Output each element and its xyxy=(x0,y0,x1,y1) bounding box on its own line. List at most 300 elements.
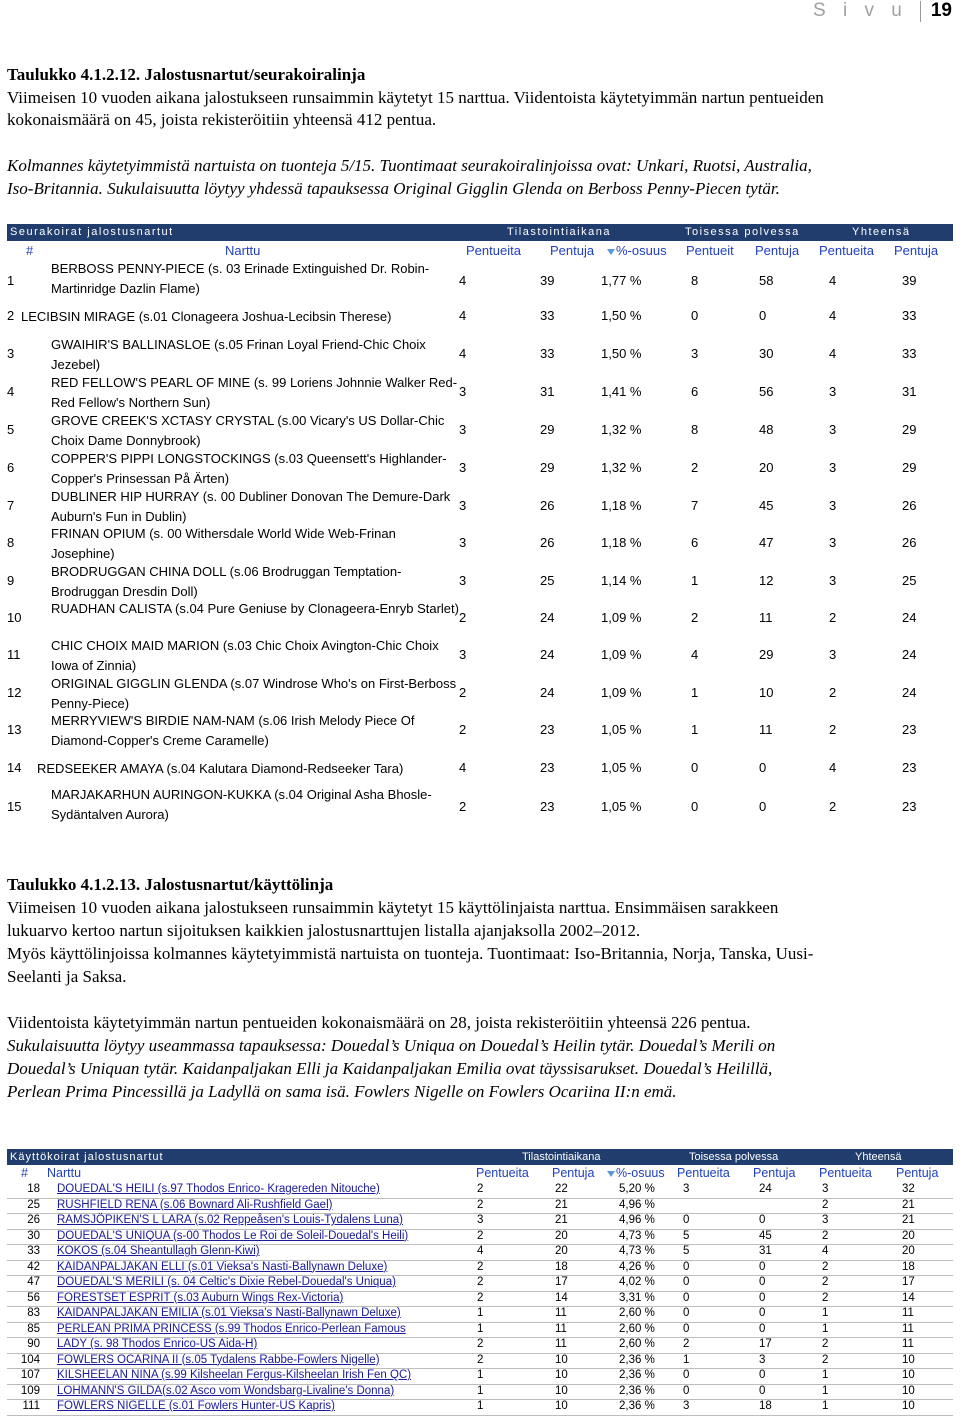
cell-tp: 20 xyxy=(902,1229,915,1242)
cell-l2: 5 xyxy=(683,1229,690,1242)
row-rank: 56 xyxy=(27,1291,40,1304)
cell-litters: 3 xyxy=(459,384,467,399)
cell-pct: 4,73 % xyxy=(619,1245,655,1257)
row-rank: 18 xyxy=(27,1183,40,1195)
cell-tp: 24 xyxy=(902,685,917,700)
row-name: MERRYVIEW'S BIRDIE NAM-NAM (s.06 Irish Melody Piece Of Diamond-Copper's Creme Caramelle) xyxy=(51,713,415,748)
row-rank: 10 xyxy=(7,610,22,625)
row-name-link[interactable]: RUSHFIELD RENA (s.06 Bownard Ali-Rushfield Gael) xyxy=(57,1198,333,1211)
row-rank: 42 xyxy=(27,1260,40,1273)
table1-intro-2: kokonaismäärä on 45, joista rekisteröitiin yhteensä 412 pentua. xyxy=(7,110,437,129)
cell-tp: 39 xyxy=(902,273,917,288)
cell-pct: 2,36 % xyxy=(619,1369,655,1381)
table-row xyxy=(7,335,953,373)
cell-l2: 0 xyxy=(691,760,699,775)
cell-tl: 3 xyxy=(829,460,837,475)
cell-l2: 1 xyxy=(683,1353,690,1366)
cell-l2: 0 xyxy=(691,799,699,814)
cell-tp: 24 xyxy=(902,610,917,625)
row-name: LECIBSIN MIRAGE (s.01 Clonageera Joshua-Lecibsin Therese) xyxy=(21,309,392,324)
table2-p3-1: Viidentoista käytetyimmän nartun pentueiden kokonaismäärä on 28, joista rekisteröitiin yhteensä 226 pentua. xyxy=(7,1013,751,1032)
cell-litters: 1 xyxy=(477,1307,484,1319)
row-rank: 1 xyxy=(7,273,15,288)
table2-group-3: Yhteensä xyxy=(855,1151,902,1163)
cell-pups: 31 xyxy=(540,384,555,399)
cell-pups: 20 xyxy=(555,1245,568,1257)
cell-tl: 1 xyxy=(822,1322,829,1335)
cell-l2: 0 xyxy=(683,1214,690,1226)
table-row xyxy=(7,599,953,637)
table-row xyxy=(7,674,953,712)
cell-p2: 24 xyxy=(759,1183,772,1195)
table-row xyxy=(7,259,953,303)
table1-title: Seurakoirat jalostusnartut xyxy=(10,226,174,238)
row-name-link[interactable]: DOUEDAL'S MERILI (s. 04 Celtic's Dixie Rebel-Douedal's Uniqua) xyxy=(57,1276,396,1288)
cell-tl: 1 xyxy=(822,1369,829,1381)
cell-litters: 4 xyxy=(477,1245,484,1257)
page-header xyxy=(813,0,952,22)
cell-litters: 3 xyxy=(459,535,467,550)
cell-l2: 5 xyxy=(683,1245,690,1257)
table1-intro-1: Viimeisen 10 vuoden aikana jalostukseen runsaimmin käytetyt 15 narttua. Viidentoista käytetyimmän nartun pentueiden xyxy=(7,88,824,107)
table-row xyxy=(7,1368,953,1385)
col2-name: Narttu xyxy=(47,1166,82,1180)
cell-litters: 2 xyxy=(477,1338,484,1350)
cell-p2: 18 xyxy=(759,1400,772,1412)
cell-pct: 1,50 % xyxy=(601,346,642,361)
row-rank: 7 xyxy=(7,498,15,513)
cell-l2: 7 xyxy=(691,498,699,513)
cell-l2: 0 xyxy=(691,308,699,323)
cell-pups: 10 xyxy=(555,1353,568,1366)
table2-p2-1: Myös käyttölinjoissa kolmannes käytetyimmistä nartuista on tuonteja. Tuontimaat: Iso-Britannia, Norja, Tanska, Uusi- xyxy=(7,944,814,963)
cell-litters: 3 xyxy=(459,573,467,588)
cell-pups: 20 xyxy=(555,1229,568,1242)
cell-litters: 3 xyxy=(459,460,467,475)
row-name-link[interactable]: LADY (s. 98 Thodos Enrico-US Aida-H) xyxy=(57,1338,258,1350)
cell-tp: 17 xyxy=(902,1276,915,1288)
cell-p2: 47 xyxy=(759,535,774,550)
table-row xyxy=(7,785,953,829)
row-rank: 4 xyxy=(7,384,15,399)
cell-litters: 4 xyxy=(459,308,467,323)
row-name-link[interactable]: RAMSJÖPIKEN'S L LARA (s.02 Reppeåsen's Louis-Tydalens Luna) xyxy=(57,1214,403,1226)
table1-caption: Taulukko 4.1.2.12. Jalostusnartut/seurakoiralinja xyxy=(7,65,366,84)
cell-pups: 14 xyxy=(555,1291,568,1304)
table1-header-row xyxy=(7,241,953,260)
cell-tp: 18 xyxy=(902,1260,915,1273)
cell-pct: 1,14 % xyxy=(601,573,642,588)
cell-l2: 0 xyxy=(683,1260,690,1273)
cell-pups: 11 xyxy=(555,1338,567,1350)
row-name-link[interactable]: PERLEAN PRIMA PRINCESS (s.99 Thodos Enrico-Perlean Famous xyxy=(57,1322,406,1335)
cell-tp: 10 xyxy=(902,1369,915,1381)
cell-p2: 11 xyxy=(759,610,773,625)
cell-pups: 11 xyxy=(555,1322,567,1335)
col-share[interactable]: %-osuus xyxy=(607,243,667,258)
cell-tp: 14 xyxy=(902,1291,915,1304)
row-name-link[interactable]: FOWLERS OCARINA II (s.05 Tydalens Rabbe-Fowlers Nigelle) xyxy=(57,1353,380,1366)
cell-pups: 29 xyxy=(540,460,555,475)
cell-tp: 11 xyxy=(902,1307,914,1319)
cell-tp: 21 xyxy=(902,1198,915,1211)
table2-p1-1: Viimeisen 10 vuoden aikana jalostukseen runsaimmin käytetyt 15 käyttölinjaista narttua. Ensimmäisen sarakkeen xyxy=(7,898,779,917)
cell-p2: 0 xyxy=(759,799,767,814)
table2-title: Käyttökoirat jalostusnartut xyxy=(10,1151,164,1163)
cell-p2: 0 xyxy=(759,1291,766,1304)
row-name-link[interactable]: KOKOS (s.04 Sheantullagh Glenn-Kiwi) xyxy=(57,1245,260,1257)
cell-tp: 31 xyxy=(902,384,917,399)
cell-tl: 3 xyxy=(822,1183,829,1195)
cell-p2: 30 xyxy=(759,346,774,361)
table2-p3-3: Douedal’s Uniquan tytär. Kaidanpaljakan Elli ja Kaidanpaljakan Emilia ovat täyssisarukset. Douedal’s Heilillä, xyxy=(7,1059,773,1078)
table1-note-2: Iso-Britannia. Sukulaisuutta löytyy yhdessä tapauksessa Original Gigglin Glenda on Berboss Penny-Piecen tytär. xyxy=(7,179,780,198)
cell-l2: 6 xyxy=(691,384,699,399)
table-row xyxy=(7,1337,953,1354)
col-litters: Pentueita xyxy=(466,243,521,258)
cell-pct: 1,50 % xyxy=(601,308,642,323)
row-name-link[interactable]: DOUEDAL'S HEILI (s.97 Thodos Enrico- Kragereden Nitouche) xyxy=(57,1183,380,1195)
row-name-link[interactable]: KAIDANPALJAKAN EMILIA (s.01 Vieksa's Nasti-Ballynawn Deluxe) xyxy=(57,1307,401,1319)
cell-l2: 0 xyxy=(683,1369,690,1381)
cell-litters: 2 xyxy=(477,1276,484,1288)
cell-tp: 29 xyxy=(902,460,917,475)
row-name: GWAIHIR'S BALLINASLOE (s.05 Frinan Loyal Friend-Chic Choix Jezebel) xyxy=(51,337,426,372)
row-name: ORIGINAL GIGGLIN GLENDA (s.07 Windrose Who's on First-Berboss Penny-Piece) xyxy=(51,676,457,711)
cell-tp: 29 xyxy=(902,422,917,437)
row-rank: 6 xyxy=(7,460,15,475)
cell-l2: 3 xyxy=(683,1400,690,1412)
table-row xyxy=(7,562,953,600)
cell-pct: 1,05 % xyxy=(601,760,642,775)
cell-litters: 2 xyxy=(477,1229,484,1242)
table1-band xyxy=(7,224,953,241)
cell-litters: 2 xyxy=(459,685,467,700)
cell-tl: 2 xyxy=(822,1198,829,1211)
cell-litters: 1 xyxy=(477,1369,484,1381)
cell-litters: 2 xyxy=(459,799,467,814)
table-row xyxy=(7,1399,953,1416)
cell-tl: 2 xyxy=(822,1260,829,1273)
cell-pups: 22 xyxy=(555,1183,568,1195)
cell-p2: 31 xyxy=(759,1245,772,1257)
cell-p2: 45 xyxy=(759,498,774,513)
table-row xyxy=(7,1229,953,1246)
row-name-link[interactable]: DOUEDAL'S UNIQUA (s-00 Thodos Le Roi de Soleil-Douedal's Heili) xyxy=(57,1229,409,1242)
row-rank: 8 xyxy=(7,535,15,550)
cell-tl: 2 xyxy=(829,799,837,814)
col-pups-total: Pentuja xyxy=(894,243,939,258)
cell-pups: 10 xyxy=(555,1400,568,1412)
cell-pct: 1,77 % xyxy=(601,273,642,288)
row-rank: 33 xyxy=(27,1245,40,1257)
col2-pups: Pentuja xyxy=(552,1166,595,1180)
row-name-link[interactable]: KAIDANPALJAKAN ELLI (s.01 Vieksa's Nasti-Ballynawn Deluxe) xyxy=(57,1260,388,1273)
cell-pct: 2,60 % xyxy=(619,1322,655,1335)
row-name: CHIC CHOIX MAID MARION (s.03 Chic Choix Avington-Chic Choix Iowa of Zinnia) xyxy=(51,638,439,673)
cell-p2: 0 xyxy=(759,1369,766,1381)
cell-p2: 0 xyxy=(759,1214,766,1226)
table1-group-2: Toisessa polvessa xyxy=(685,226,800,238)
row-name: RUADHAN CALISTA (s.04 Pure Geniuse by Clonageera-Enryb Starlet) xyxy=(51,601,459,616)
row-rank: 83 xyxy=(27,1307,40,1319)
cell-tl: 3 xyxy=(829,422,837,437)
cell-pups: 26 xyxy=(540,535,555,550)
row-rank: 14 xyxy=(7,760,22,775)
cell-pct: 1,09 % xyxy=(601,610,642,625)
cell-pct: 2,60 % xyxy=(619,1307,655,1319)
cell-pups: 23 xyxy=(540,799,555,814)
cell-tp: 26 xyxy=(902,535,917,550)
cell-litters: 2 xyxy=(459,610,467,625)
row-rank: 11 xyxy=(7,647,21,662)
table-row xyxy=(7,1291,953,1308)
table-row xyxy=(7,1306,953,1323)
cell-p2: 10 xyxy=(759,685,774,700)
cell-pct: 1,09 % xyxy=(601,685,642,700)
cell-p2: 29 xyxy=(759,647,774,662)
row-name: DUBLINER HIP HURRAY (s. 00 Dubliner Donovan The Demure-Dark Auburn's Fun in Dublin) xyxy=(51,489,451,524)
cell-tp: 33 xyxy=(902,308,917,323)
cell-p2: 11 xyxy=(759,722,773,737)
row-name: REDSEEKER AMAYA (s.04 Kalutara Diamond-Redseeker Tara) xyxy=(37,761,404,776)
row-name: RED FELLOW'S PEARL OF MINE (s. 99 Loriens Johnnie Walker Red-Red Fellow's Northern Sun) xyxy=(51,375,458,410)
cell-litters: 2 xyxy=(477,1198,484,1211)
cell-l2: 8 xyxy=(691,422,699,437)
cell-tl: 3 xyxy=(829,573,837,588)
cell-litters: 3 xyxy=(477,1214,484,1226)
cell-tl: 4 xyxy=(829,308,837,323)
row-rank: 30 xyxy=(27,1229,40,1242)
cell-tl: 4 xyxy=(829,346,837,361)
cell-p2: 0 xyxy=(759,1322,766,1335)
cell-pct: 1,09 % xyxy=(601,647,642,662)
cell-litters: 2 xyxy=(477,1260,484,1273)
col-name: Narttu xyxy=(225,243,261,258)
cell-pups: 24 xyxy=(540,685,555,700)
cell-pups: 33 xyxy=(540,308,555,323)
cell-tl: 4 xyxy=(829,273,837,288)
cell-p2: 0 xyxy=(759,308,767,323)
cell-p2: 0 xyxy=(759,1276,766,1288)
cell-tp: 11 xyxy=(902,1322,914,1335)
cell-p2: 48 xyxy=(759,422,774,437)
cell-tp: 23 xyxy=(902,799,917,814)
row-name-link[interactable]: LOHMANN'S GILDA(s.02 Asco vom Wondsbarg-Livaline's Donna) xyxy=(57,1384,395,1397)
table2-group-1: Tilastointiaikana xyxy=(522,1151,601,1163)
cell-l2: 3 xyxy=(691,346,699,361)
cell-pups: 18 xyxy=(555,1260,568,1273)
table-row xyxy=(7,411,953,449)
col2-litters-total: Pentueita xyxy=(819,1166,872,1180)
cell-l2: 2 xyxy=(683,1338,690,1350)
page-word: S i v u xyxy=(813,0,908,21)
cell-p2: 0 xyxy=(759,760,767,775)
row-rank: 107 xyxy=(20,1369,40,1381)
cell-tl: 3 xyxy=(829,535,837,550)
row-name: BERBOSS PENNY-PIECE (s. 03 Erinade Extinguished Dr. Robin-Martinridge Dazlin Flame) xyxy=(51,261,430,296)
cell-litters: 3 xyxy=(459,498,467,513)
cell-pct: 2,36 % xyxy=(619,1384,655,1397)
col-litters-total: Pentueita xyxy=(819,243,874,258)
cell-litters: 3 xyxy=(459,647,467,662)
cell-p2: 20 xyxy=(759,460,774,475)
cell-tp: 23 xyxy=(902,760,917,775)
col2-pups-total: Pentuja xyxy=(896,1166,939,1180)
row-rank: 13 xyxy=(7,722,22,737)
cell-l2: 6 xyxy=(691,535,699,550)
cell-litters: 4 xyxy=(459,760,467,775)
cell-l2: 1 xyxy=(691,573,699,588)
col-litters-2: Pentueit xyxy=(686,243,734,258)
row-rank: 2 xyxy=(7,308,15,323)
cell-tp: 32 xyxy=(902,1183,915,1195)
filter-icon[interactable] xyxy=(607,1171,615,1177)
table-row xyxy=(7,1244,953,1261)
cell-pups: 21 xyxy=(555,1198,568,1211)
cell-tl: 4 xyxy=(829,760,837,775)
cell-l2: 0 xyxy=(683,1276,690,1288)
cell-l2: 2 xyxy=(691,460,699,475)
cell-tl: 3 xyxy=(829,384,837,399)
cell-pct: 1,41 % xyxy=(601,384,642,399)
cell-tp: 33 xyxy=(902,346,917,361)
cell-p2: 12 xyxy=(759,573,774,588)
cell-tl: 3 xyxy=(829,498,837,513)
cell-litters: 2 xyxy=(477,1183,484,1195)
row-rank: 3 xyxy=(7,346,15,361)
table-row xyxy=(7,524,953,562)
cell-litters: 1 xyxy=(477,1322,484,1335)
table-row xyxy=(7,1353,953,1370)
table2-p3-2: Sukulaisuutta löytyy useammassa tapauksessa: Douedal’s Uniqua on Douedal’s Heilin tytär. Douedal’s Merili on xyxy=(7,1036,776,1055)
cell-tl: 1 xyxy=(822,1307,829,1319)
table2-group-2: Toisessa polvessa xyxy=(689,1151,779,1163)
row-rank: 15 xyxy=(7,799,22,814)
cell-pups: 23 xyxy=(540,722,555,737)
cell-l2: 0 xyxy=(683,1291,690,1304)
table-row xyxy=(7,636,953,674)
cell-l2: 4 xyxy=(691,647,699,662)
cell-tp: 24 xyxy=(902,647,917,662)
cell-pups: 29 xyxy=(540,422,555,437)
row-rank: 12 xyxy=(7,685,22,700)
page-number: 19 xyxy=(930,0,952,21)
cell-pups: 39 xyxy=(540,273,555,288)
cell-tl: 2 xyxy=(822,1229,829,1242)
cell-l2: 3 xyxy=(683,1183,690,1195)
row-name-link[interactable]: FOWLERS NIGELLE (s.01 Fowlers Hunter-US Kapris) xyxy=(57,1400,335,1412)
cell-tl: 4 xyxy=(822,1245,829,1257)
cell-l2: 1 xyxy=(691,685,699,700)
cell-pct: 1,05 % xyxy=(601,722,642,737)
col2-litters-2: Pentueita xyxy=(677,1166,730,1180)
cell-tp: 20 xyxy=(902,1245,915,1257)
table-row xyxy=(7,449,953,487)
cell-tp: 25 xyxy=(902,573,917,588)
row-name-link[interactable]: KILSHEELAN NINA (s.99 Kilsheelan Fergus-Kilsheelan Irish Fen QC) xyxy=(57,1369,412,1381)
cell-pct: 4,96 % xyxy=(619,1214,655,1226)
table-row xyxy=(7,1213,953,1230)
cell-tl: 1 xyxy=(822,1384,829,1397)
cell-pups: 25 xyxy=(540,573,555,588)
col2-rank: # xyxy=(21,1166,28,1180)
cell-pct: 3,31 % xyxy=(619,1291,655,1304)
filter-icon[interactable] xyxy=(607,249,615,255)
row-rank: 109 xyxy=(20,1384,40,1397)
table-row xyxy=(7,757,953,779)
row-name-link[interactable]: FORESTSET ESPRIT (s.03 Auburn Wings Rex-Victoria) xyxy=(57,1291,344,1304)
cell-tl: 2 xyxy=(822,1291,829,1304)
cell-p2: 17 xyxy=(759,1338,772,1350)
cell-pups: 23 xyxy=(540,760,555,775)
cell-pct: 1,05 % xyxy=(601,799,642,814)
cell-tp: 10 xyxy=(902,1400,915,1412)
cell-l2: 0 xyxy=(683,1322,690,1335)
cell-tp: 10 xyxy=(902,1353,915,1366)
cell-l2: 0 xyxy=(683,1384,690,1397)
row-name: BRODRUGGAN CHINA DOLL (s.06 Brodruggan Temptation-Brodruggan Dresdin Doll) xyxy=(51,564,402,599)
col2-pups-2: Pentuja xyxy=(753,1166,796,1180)
cell-tp: 11 xyxy=(902,1338,914,1350)
cell-pct: 1,32 % xyxy=(601,422,642,437)
cell-litters: 4 xyxy=(459,273,467,288)
row-rank: 5 xyxy=(7,422,15,437)
cell-tl: 3 xyxy=(829,647,837,662)
cell-p2: 58 xyxy=(759,273,774,288)
col2-share[interactable]: %-osuus xyxy=(607,1166,665,1180)
table-row xyxy=(7,373,953,411)
page-header-divider xyxy=(920,1,921,22)
cell-l2: 2 xyxy=(691,610,699,625)
row-rank: 104 xyxy=(20,1353,40,1366)
table1-note-1: Kolmannes käytetyimmistä nartuista on tuonteja 5/15. Tuontimaat seurakoiralinjoissa ovat: Unkari, Ruotsi, Australia, xyxy=(7,156,812,175)
row-rank: 9 xyxy=(7,573,15,588)
table2-p1-2: lukuarvo kertoo nartun sijoituksen kaikkien jalostusnarttujen listalla ajanjaksolla 2002–2012. xyxy=(7,921,641,940)
table1-group-1: Tilastointiaikana xyxy=(507,226,611,238)
cell-p2: 0 xyxy=(759,1384,766,1397)
table2-header-row xyxy=(7,1165,953,1182)
row-name: GROVE CREEK'S XCTASY CRYSTAL (s.00 Vicary's US Dollar-Chic Choix Dame Donnybrook) xyxy=(51,413,445,448)
cell-pct: 4,26 % xyxy=(619,1260,655,1273)
cell-litters: 3 xyxy=(459,422,467,437)
cell-tl: 2 xyxy=(822,1276,829,1288)
row-rank: 90 xyxy=(27,1338,40,1350)
table-row xyxy=(7,1198,953,1215)
table2-p3-4: Perlean Prima Pincessillä ja Ladyllä on sama isä. Fowlers Nigelle on Fowlers Ocariina II:n emä. xyxy=(7,1082,677,1101)
cell-pups: 26 xyxy=(540,498,555,513)
row-name: COPPER'S PIPPI LONGSTOCKINGS (s.03 Queensett's Highlander-Copper's Prinsessan På Ärten) xyxy=(51,451,447,486)
cell-tp: 21 xyxy=(902,1214,915,1226)
table2-p2-2: Seelanti ja Saksa. xyxy=(7,967,127,986)
cell-tl: 2 xyxy=(829,722,837,737)
col2-litters: Pentueita xyxy=(476,1166,529,1180)
cell-pct: 2,36 % xyxy=(619,1400,655,1412)
row-rank: 47 xyxy=(27,1276,40,1288)
cell-litters: 2 xyxy=(459,722,467,737)
cell-litters: 2 xyxy=(477,1353,484,1366)
table-row xyxy=(7,1182,953,1199)
cell-tl: 1 xyxy=(822,1400,829,1412)
table-row xyxy=(7,711,953,749)
cell-pct: 4,96 % xyxy=(619,1198,655,1211)
cell-pct: 4,02 % xyxy=(619,1276,655,1288)
cell-p2: 56 xyxy=(759,384,774,399)
table-row xyxy=(7,1260,953,1277)
cell-tl: 3 xyxy=(822,1214,829,1226)
cell-tl: 2 xyxy=(829,610,837,625)
row-rank: 26 xyxy=(27,1214,40,1226)
